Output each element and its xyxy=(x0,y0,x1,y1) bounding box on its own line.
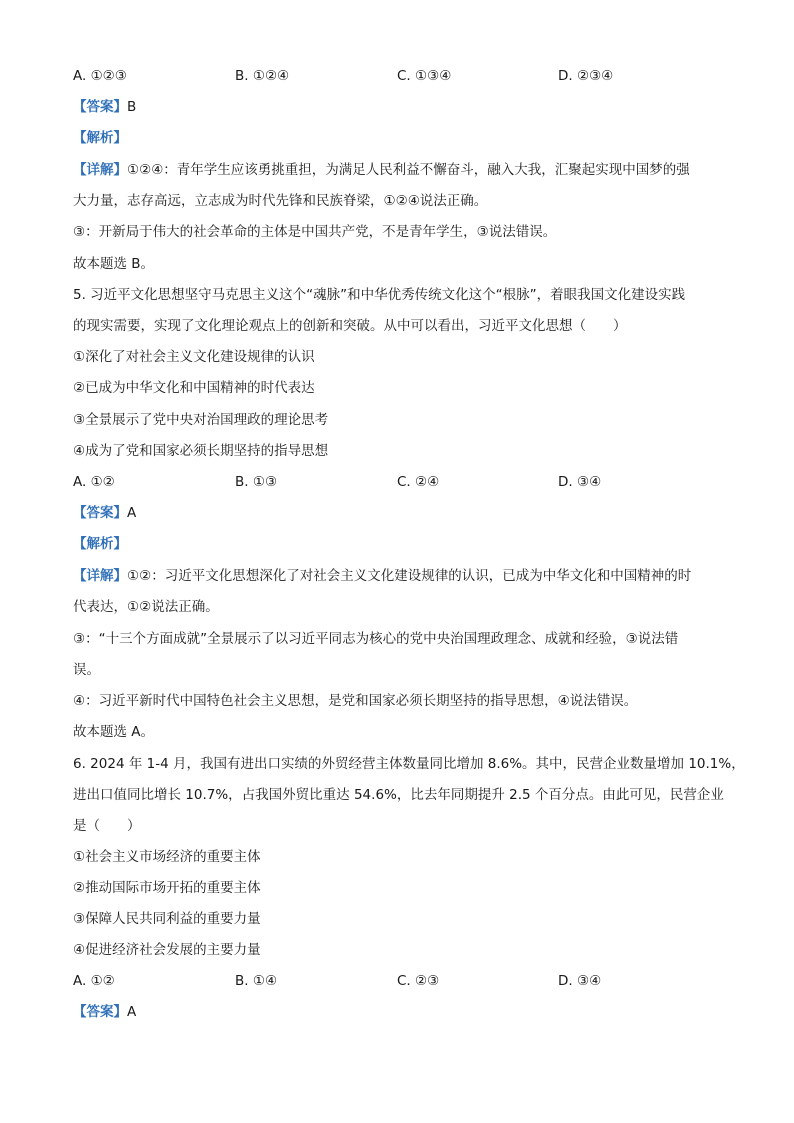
answer-label: 【答案】 xyxy=(73,505,127,521)
answer-value: B xyxy=(127,99,137,115)
q6-stem-line: 是（ ） xyxy=(73,818,141,834)
q6-option-d: D. ③④ xyxy=(558,973,602,989)
answer-label: 【答案】 xyxy=(73,99,127,115)
q5-detail-line xyxy=(73,566,691,586)
q5-detail-line: 误。 xyxy=(73,662,100,678)
q5-detail-line: 代表达，①②说法正确。 xyxy=(73,599,219,615)
analysis-label: 【解析】 xyxy=(73,130,127,146)
analysis-label: 【解析】 xyxy=(73,536,127,552)
q6-item: ③保障人民共同利益的重要力量 xyxy=(73,911,261,927)
q6-option-b: B. ①④ xyxy=(235,973,278,989)
q5-detail-line: ④：习近平新时代中国特色社会主义思想，是党和国家必须长期坚持的指导思想，④说法错误。 xyxy=(73,693,638,709)
q5-option-b: B. ①③ xyxy=(235,474,278,490)
q5-analysis xyxy=(73,534,127,554)
q4-detail-line xyxy=(73,160,690,180)
q6-answer xyxy=(73,1002,136,1022)
q5-item: ③全景展示了党中央对治国理政的理论思考 xyxy=(73,412,329,428)
q6-option-a: A. ①② xyxy=(73,973,115,989)
q5-option-d: D. ③④ xyxy=(558,474,602,490)
q4-detail-line: 大力量，志存高远，立志成为时代先锋和民族脊梁，①②④说法正确。 xyxy=(73,193,488,209)
q6-item: ①社会主义市场经济的重要主体 xyxy=(73,849,261,865)
q4-option-d: D. ②③④ xyxy=(558,68,614,84)
q4-conclusion: 故本题选 B。 xyxy=(73,256,155,272)
q6-option-c: C. ②③ xyxy=(397,973,440,989)
q4-option-a: A. ①②③ xyxy=(73,68,127,84)
q5-option-a: A. ①② xyxy=(73,474,115,490)
q5-detail-line: ③：“十三个方面成就”全景展示了以习近平同志为核心的党中央治国理政理念、成就和经验，③说法错 xyxy=(73,631,679,647)
q5-conclusion: 故本题选 A。 xyxy=(73,724,155,740)
q5-option-c: C. ②④ xyxy=(397,474,440,490)
q4-answer xyxy=(73,97,136,117)
answer-value: A xyxy=(127,1004,137,1020)
q6-item: ②推动国际市场开拓的重要主体 xyxy=(73,880,261,896)
q5-stem-line: 的现实需要，实现了文化理论观点上的创新和突破。从中可以看出，习近平文化思想（ ） xyxy=(73,318,627,334)
answer-label: 【答案】 xyxy=(73,1004,127,1020)
detail-text: ①②④：青年学生应该勇挑重担，为满足人民利益不懈奋斗，融入大我，汇聚起实现中国梦的强 xyxy=(127,162,690,178)
answer-value: A xyxy=(127,505,137,521)
q6-item: ④促进经济社会发展的主要力量 xyxy=(73,942,261,958)
q6-stem-line: 6. 2024 年 1-4 月，我国有进出口实绩的外贸经营主体数量同比增加 8.6%。其中，民营企业数量增加 10.1%， xyxy=(73,756,745,772)
detail-text: ①②：习近平文化思想深化了对社会主义文化建设规律的认识，已成为中华文化和中国精神的时 xyxy=(127,568,692,584)
q4-option-c: C. ①③④ xyxy=(397,68,452,84)
q4-option-b: B. ①②④ xyxy=(235,68,290,84)
q5-item: ④成为了党和国家必须长期坚持的指导思想 xyxy=(73,443,329,459)
q6-stem-line: 进出口值同比增长 10.7%，占我国外贸比重达 54.6%，比去年同期提升 2.5 个百分点。由此可见，民营企业 xyxy=(73,787,724,803)
q5-item: ①深化了对社会主义文化建设规律的认识 xyxy=(73,349,315,365)
q4-detail-line: ③：开新局于伟大的社会革命的主体是中国共产党，不是青年学生，③说法错误。 xyxy=(73,224,557,240)
detail-label: 【详解】 xyxy=(73,162,127,178)
q5-stem-line: 5. 习近平文化思想坚守马克思主义这个“魂脉”和中华优秀传统文化这个“根脉”，着眼我国文化建设实践 xyxy=(73,287,686,303)
q5-item: ②已成为中华文化和中国精神的时代表达 xyxy=(73,380,315,396)
detail-label: 【详解】 xyxy=(73,568,127,584)
q5-answer xyxy=(73,503,136,523)
q4-analysis xyxy=(73,128,127,148)
